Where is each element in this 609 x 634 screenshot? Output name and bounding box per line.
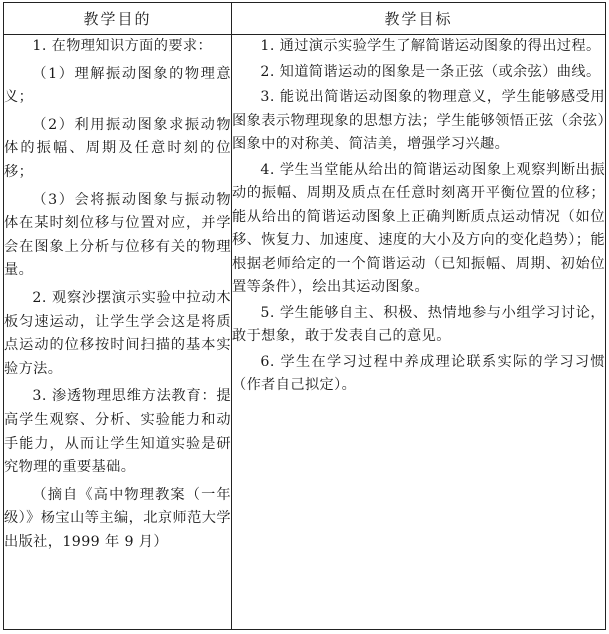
goal-item-6: 6. 学生在学习过程中养成理论联系实际的学习习惯（作者自己拟定）。 — [232, 353, 605, 393]
purpose-subitem-2: （2）利用振动图象求振动物体的振幅、周期及任意时刻的位移； — [4, 116, 231, 180]
goal-item-1: 1. 通过演示实验学生了解简谐运动图象的得出过程。 — [260, 38, 601, 54]
purpose-item-1: 1. 在物理知识方面的要求： — [32, 38, 213, 54]
goal-item-4: 4. 学生当堂能从给出的简谐运动图象上观察判断出振动的振幅、周期及质点在任意时刻离开平衡位置的位移；能从给出的简谐运动图象上正确判断质点运动情况（如位移、恢复力、加速度、速度的大小及方向的变化趋势）；能根据老师给定的一个简谐运动（已知振幅、周期、初始位置等条件），绘出其运动图象。 — [232, 161, 605, 295]
header-teaching-goals: 教学目标 — [232, 3, 606, 35]
teaching-purpose-cell — [4, 35, 232, 630]
purpose-item-2: 2. 观察沙摆演示实验中拉动木板匀速运动，让学生学会这是将质点运动的位移按时间扫描的基本实验方法。 — [4, 289, 231, 377]
teaching-goals-cell — [232, 35, 606, 630]
header-teaching-purpose: 教学目的 — [4, 3, 232, 35]
header-row — [4, 3, 606, 35]
goal-item-2: 2. 知道简谐运动的图象是一条正弦（或余弦）曲线。 — [260, 63, 601, 80]
source-citation: （摘自《高中物理教案（一年级）》杨宝山等主编，北京师范大学出版社，1999 年 9 月） — [4, 486, 231, 550]
goal-item-3: 3. 能说出简谐运动图象的物理意义，学生能够感受用图象表示物理现象的思想方法；学生能够领悟正弦（余弦）图象中的对称美、简洁美，增强学习兴趣。 — [232, 89, 605, 152]
purpose-subitem-1: （1）理解振动图象的物理意义； — [4, 65, 231, 106]
teaching-objectives-table — [3, 2, 606, 630]
purpose-item-3: 3. 渗透物理思维方法教育：提高学生观察、分析、实验能力和动手能力，从而让学生知道实验是研究物理的重要基础。 — [4, 388, 231, 476]
goal-item-5: 5. 学生能够自主、积极、热情地参与小组学习讨论，敢于想象，敢于发表自己的意见。 — [232, 304, 605, 344]
purpose-subitem-3: （3）会将振动图象与振动物体在某时刻位移与位置对应，并学会在图象上分析与位移有关的物理量。 — [4, 191, 231, 279]
content-row — [4, 35, 606, 630]
